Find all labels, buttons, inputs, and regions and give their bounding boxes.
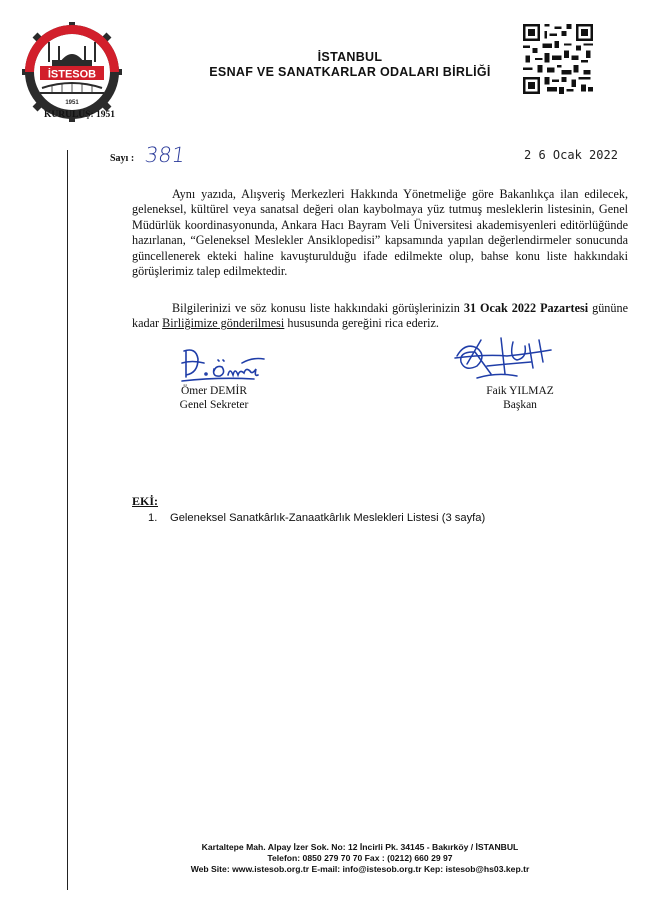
istesob-logo (22, 22, 122, 122)
footer-phone: Telefon: 0850 279 70 70 Fax : (0212) 660 29 97 (267, 853, 453, 863)
reference-label: Sayı : (110, 153, 135, 164)
paragraph-2-text-b: gününe kadar (132, 301, 628, 331)
attachment-item[interactable] (148, 512, 485, 524)
paragraph-1-text: Aynı yazıda, Alışveriş Merkezleri Hakkında Yönetmeliğe göre Bakanlıkça ilan edilecek, geleneksel, kültürel veya sanatsal değeri olan kaybolmaya yüz tutmuş mesleklerin listesinin, Genel Müdürlük koordinasyonunda, Ankara Hacı Bayram Veli Üniversitesi akademisyenleri editörlüğünde hazırlanan, “Geleneksel Meslekler Ansiklopedisi” kapsamında yapılan değerlendirmeler sonucunda güncellenerek ekteki haline kavuşturulduğu ifade edilmekte olup, bahse konu liste hakkındaki görüşlerimiz talep edilmektedir. (132, 187, 628, 279)
org-line-2: ESNAF VE SANATKARLAR ODALARI BİRLİĞİ (209, 65, 491, 79)
footer-web-email: Web Site: www.istesob.org.tr E-mail: info@istesob.org.tr Kep: istesob@hs03.kep.tr (190, 864, 530, 874)
signatory-left-title: Genel Sekreter (179, 399, 249, 411)
logo-text: İSTESOB (47, 68, 97, 81)
paragraph-2-text-c: hususunda gereğini rica ederiz. (284, 316, 439, 331)
president-signature (447, 334, 557, 386)
body-paragraph-2 (132, 301, 628, 332)
footer-address: Kartaltepe Mah. Alpay İzer Sok. No: 12 İncirli Pk. 34145 - Bakırköy / İSTANBUL (201, 842, 519, 852)
submit-to-union: Birliğimize gönderilmesi (162, 316, 285, 331)
secretary-signature (178, 343, 268, 385)
founded-label: KURULUŞ: 1951 (44, 110, 115, 120)
paragraph-2-text-a: Bilgilerinizi ve söz konusu liste hakkındaki görüşlerinizin (172, 301, 464, 315)
attachment-title: Geleneksel Sanatkârlık-Zanaatkârlık Meslekleri Listesi (3 sayfa) (170, 512, 486, 524)
deadline-date: 31 Ocak 2022 Pazartesi (463, 301, 589, 315)
date-stamp: 2 6 Ocak 2022 (524, 148, 618, 162)
reference-number: 381 (143, 143, 187, 167)
logo-year: 1951 (65, 100, 79, 106)
footer-contact (120, 842, 600, 875)
attachments-heading: EKİ: (132, 494, 159, 508)
qr-code[interactable] (523, 24, 593, 94)
org-line-1: İSTANBUL (317, 50, 383, 64)
signatory-left (164, 384, 264, 412)
margin-rule (67, 150, 68, 890)
signatory-right-name: Faik YILMAZ (486, 385, 554, 397)
signatory-right (470, 384, 570, 412)
signatory-left-name: Ömer DEMİR (180, 385, 248, 397)
signatory-right-title: Başkan (503, 399, 537, 411)
body-paragraph-1 (132, 187, 628, 279)
organization-title (160, 50, 540, 80)
attachment-number: 1. (148, 512, 158, 524)
